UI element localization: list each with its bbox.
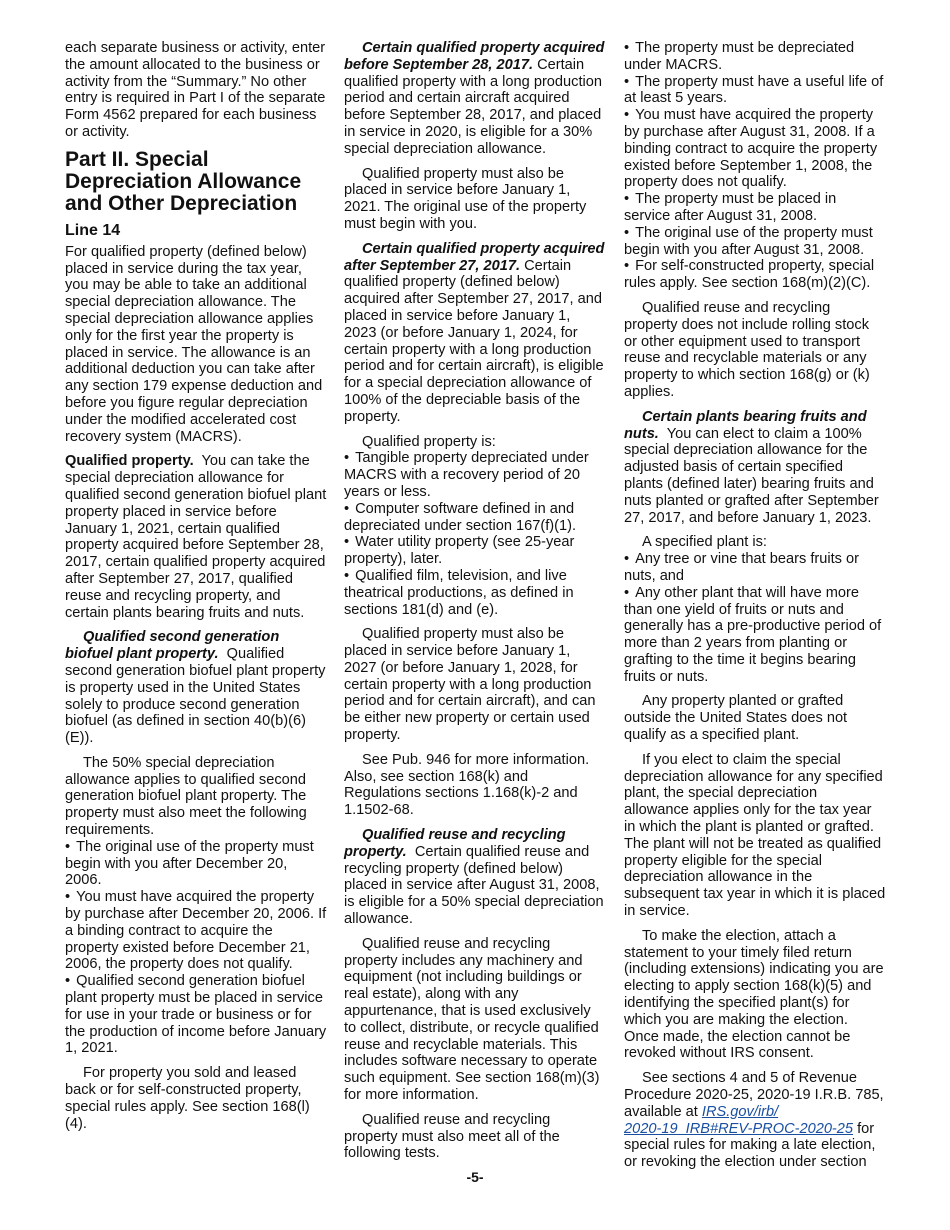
list-item: • You must have acquired the property by purchase after December 20, 2006. If a binding contract to acquire the property existed before December 21, 2006, the property does not qualify.: [65, 889, 327, 973]
biofuel-text: Qualified second generation biofuel plant property is property used in the United States solely to produce second generation biofuel (as defined in section 40(b)(6)(E)).: [65, 646, 326, 747]
reuse-tests-paragraph: Qualified reuse and recycling property must also meet all of the following tests.: [344, 1111, 560, 1162]
line14-paragraph: For qualified property (defined below) placed in service during the tax year, you may be able to take an additional special depreciation allowance. The special depreciation allowance applies only for the first year the property is placed in service. The allowance is an additional deduction you can take after any section 179 expense deduction and before you figure regular depreciation under the modified accelerated cost recovery system (MACRS).: [65, 243, 323, 445]
line14-heading: Line 14: [65, 221, 121, 239]
list-item: • The original use of the property must begin with you after December 20, 2006.: [65, 839, 327, 889]
outside-us-paragraph: Any property planted or grafted outside the United States does not qualify as a specified plant.: [624, 693, 848, 744]
before-2017-text: Certain qualified property with a long production period and certain aircraft acquired before September 28, 2017, and placed in service in 2020, is eligible for a 30% special depreciation allowance.: [344, 56, 602, 157]
reuse-recycling-title: Qualified reuse and recycling property.: [344, 827, 566, 860]
qualified-property-title: Qualified property.: [65, 453, 194, 470]
after-2017-paragraph: [344, 241, 606, 426]
after-2017-title: Certain qualified property acquired after September 27, 2017.: [344, 240, 605, 274]
revenue-procedure-text: See sections 4 and 5 of Revenue Procedure 2020-25, 2020-19 I.R.B. 785, available at: [624, 1070, 884, 1120]
specified-plant-paragraph: A specified plant is:: [642, 534, 767, 551]
list-item: • Computer software defined in and depreciated under section 167(f)(1).: [344, 501, 606, 535]
list-item: • For self-constructed property, special rules apply. See section 168(m)(2)(C).: [624, 258, 886, 292]
column-1: [65, 40, 327, 1140]
page-number: -5-: [466, 1169, 484, 1185]
reuse-includes-paragraph: Qualified reuse and recycling property includes any machinery and equipment (not including buildings or real estate), along with any appurtenance, that is used exclusively to collect, distribute, or recycle qualified reuse and recyclable materials. This includes software necessary to operate such equipment. See section 168(m)(3) for more information.: [344, 935, 600, 1104]
column-3: [624, 40, 886, 1179]
biofuel-title: Qualified second generation biofuel plant property.: [65, 629, 280, 663]
list-item: • Water utility property (see 25-year property), later.: [344, 534, 606, 568]
sold-leased-paragraph: For property you sold and leased back or for self-constructed property, special rules apply. See section 168(l)(4).: [65, 1065, 310, 1132]
placed-2021-paragraph: Qualified property must also be placed in service before January 1, 2021. The original use of the property must begin with you.: [344, 165, 587, 232]
make-election-paragraph: To make the election, attach a statement to your timely filed return (including extensions) indicating you are electing to apply section 168(k)(5) and identifying the specified plant(s) for which you are making the election. Once made, the election cannot be revoked without IRS consent.: [624, 927, 884, 1062]
list-item: • Any other plant that will have more than one yield of fruits or nuts and generally has a pre-productive period of more than 2 years from planting or grafting to the time it begins bearing fruits or nuts.: [624, 585, 886, 686]
before-2017-paragraph: [344, 40, 606, 158]
list-item: • The property must be depreciated under MACRS.: [624, 40, 886, 74]
plants-text: You can elect to claim a 100% special depreciation allowance for the adjusted basis of certain specified plants (defined later) bearing fruits and nuts planted or grafted after September 27, 2017, and before January 1, 2023.: [624, 425, 879, 526]
irs-irb-link-line1: IRS.gov/irb/: [701, 1103, 779, 1120]
reuse-recycling-text: Certain qualified reuse and recycling property (defined below) placed in service after August 31, 2008, is eligible for a 50% special depreciation allowance.: [344, 843, 604, 928]
fifty-percent-paragraph: The 50% special depreciation allowance applies to qualified second generation biofuel plant property. The property must also meet the following requirements.: [65, 754, 307, 839]
list-item: • Qualified second generation biofuel plant property must be placed in service for use in your trade or business or for the production of income before January 1, 2021.: [65, 973, 327, 1057]
late-election-text: for special rules for making a late election, or revoking the election under section: [624, 1120, 876, 1171]
revenue-procedure-paragraph: [624, 1070, 886, 1171]
column-2: [344, 40, 606, 1170]
biofuel-paragraph: [65, 629, 327, 747]
before-2017-title: Certain qualified property acquired before September 28, 2017.: [344, 40, 605, 73]
elect-paragraph: If you elect to claim the special depreciation allowance for any specified plant, the special depreciation allowance applies only for the tax year in which the plant is planted or grafted. The plant will not be treated as qualified property eligible for the special depreciation allowance in the subsequent tax year in which it is placed in service.: [624, 751, 886, 920]
reuse-recycling-paragraph: [344, 827, 606, 928]
qualified-is-paragraph: Qualified property is:: [362, 433, 496, 450]
pub946-paragraph: See Pub. 946 for more information. Also, see section 168(k) and Regulations sections 1.168(k)-2 and 1.1502-68.: [344, 751, 590, 819]
reuse-not-include-paragraph: Qualified reuse and recycling property does not include rolling stock or other equipment used to transport reuse and recyclable materials or any property to which section 168(g) or (k) applies.: [624, 299, 870, 400]
plants-title: Certain plants bearing fruits and nuts.: [624, 408, 867, 442]
irs-irb-link-line2: 2020-19_IRB#REV-PROC-2020-25: [624, 1120, 854, 1137]
part2-heading: Part II. Special Depreciation Allowance and Other Depreciation: [65, 147, 302, 215]
intro-paragraph: each separate business or activity, enter the amount allocated to the business or activity from the “Summary.” No other entry is required in Part I of the separate Form 4562 prepared for each business or activity.: [65, 40, 326, 140]
list-item: • The property must be placed in service after August 31, 2008.: [624, 191, 886, 225]
list-item: • You must have acquired the property by purchase after August 31, 2008. If a binding contract to acquire the property existed before September 1, 2008, the property does not qualify.: [624, 107, 886, 191]
qualified-property-text: You can take the special depreciation allowance for qualified second generation biofuel plant property placed in service before January 1, 2021, certain qualified property acquired before September 28, 2017, certain qualified property acquired after September 27, 2017, qualified reuse and recycling property, and certain plants bearing fruits and nuts.: [65, 453, 327, 621]
after-2017-text: Certain qualified property (defined below) acquired after September 27, 2017, and placed in service before January 1, 2023 (or before January 1, 2024, for certain property with a long production period and for certain aircraft), is eligible for a special depreciation allowance of 100% of the depreciable basis of the property.: [344, 257, 604, 425]
placed-2027-paragraph: Qualified property must also be placed in service before January 1, 2027 (or before January 1, 2028, for certain property with a long production period and for certain aircraft), and can be either new property or certain used property.: [344, 626, 596, 744]
list-item: • Qualified film, television, and live theatrical productions, as defined in sections 181(d) and (e).: [344, 568, 606, 618]
list-item: • Any tree or vine that bears fruits or nuts, and: [624, 551, 886, 585]
list-item: • The property must have a useful life of at least 5 years.: [624, 74, 886, 108]
qualified-property-paragraph: [65, 453, 327, 621]
plants-paragraph: [624, 409, 886, 527]
list-item: • The original use of the property must begin with you after August 31, 2008.: [624, 225, 886, 259]
list-item: • Tangible property depreciated under MACRS with a recovery period of 20 years or less.: [344, 450, 606, 500]
